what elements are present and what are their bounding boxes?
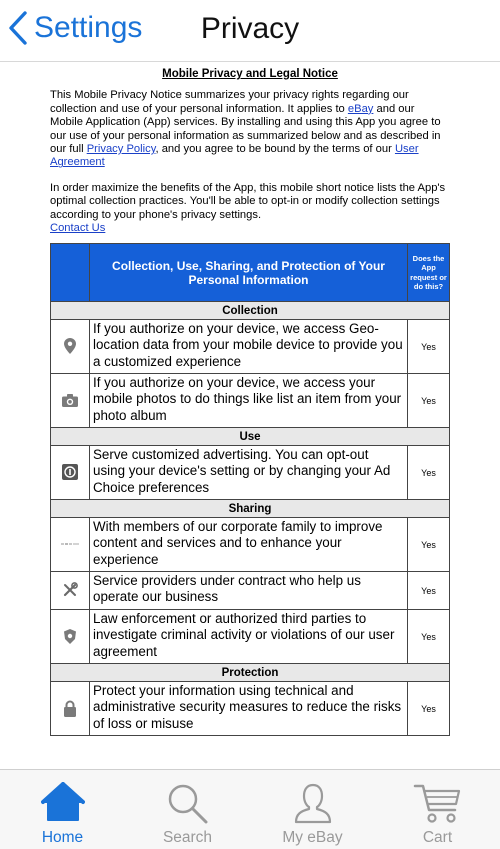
back-button[interactable]	[8, 6, 142, 50]
row-text: Serve customized advertising. You can opt-out using your device's setting or by changing your Ad Choice preferences	[90, 446, 408, 500]
privacy-content[interactable]	[0, 62, 500, 769]
table-header-row	[51, 244, 450, 302]
tools-icon	[51, 572, 90, 610]
row-text: If you authorize on your device, we access your mobile photos to do things like list an item from your photo album	[90, 374, 408, 428]
table-row	[51, 518, 450, 572]
row-text: Protect your information using technical and administrative security measures to reduce the risks of loss or misuse	[90, 682, 408, 736]
row-value: Yes	[408, 682, 450, 736]
intro-paragraph	[50, 89, 450, 169]
intro-text-1: This Mobile Privacy Notice summarizes your privacy rights regarding our collection and use of your personal information. It applies to	[50, 89, 409, 115]
ad-choice-icon	[51, 446, 90, 500]
section-sharing: Sharing	[51, 500, 450, 518]
row-value: Yes	[408, 518, 450, 572]
table-row	[51, 374, 450, 428]
table-row	[51, 446, 450, 500]
privacy-table	[50, 243, 450, 736]
collection-paragraph	[50, 182, 450, 236]
navigation-bar	[0, 0, 500, 62]
notice-title: Mobile Privacy and Legal Notice	[162, 68, 338, 80]
camera-icon	[51, 374, 90, 428]
user-agreement-link[interactable]: User Agreement	[50, 143, 419, 169]
intro-text-2: and our Mobile Application (App) services. By installing and using this App you agree to our use of your personal information as summarized below and as described in our full	[50, 102, 441, 156]
section-protection: Protection	[51, 664, 450, 682]
tab-search[interactable]	[125, 770, 250, 849]
tab-cart[interactable]	[375, 770, 500, 849]
privacy-notice	[50, 68, 450, 235]
lock-icon	[51, 682, 90, 736]
table-row	[51, 320, 450, 374]
header-main-cell: Collection, Use, Sharing, and Protection of Your Personal Information	[90, 244, 408, 302]
ebay-link[interactable]: eBay	[347, 102, 374, 115]
section-row	[51, 500, 450, 518]
collection-text: In order maximize the benefits of the App, this mobile short notice lists the App's optimal collection practices. You'll be able to opt-in or modify collection settings according to your phone's privacy settings.	[50, 181, 446, 221]
privacy-policy-link[interactable]: Privacy Policy	[86, 143, 156, 156]
row-value: Yes	[408, 572, 450, 610]
corporate-family-icon	[51, 518, 90, 572]
row-value: Yes	[408, 610, 450, 664]
section-row	[51, 302, 450, 320]
section-use: Use	[51, 428, 450, 446]
tab-my-ebay[interactable]	[250, 770, 375, 849]
table-row	[51, 610, 450, 664]
tab-search-label: Search	[162, 829, 213, 846]
back-button-label: Settings	[34, 11, 143, 44]
contact-us-link[interactable]: Contact Us	[50, 222, 106, 235]
row-text: Law enforcement or authorized third parties to investigate criminal activity or violations of our user agreement	[90, 610, 408, 664]
badge-icon	[51, 610, 90, 664]
row-value: Yes	[408, 374, 450, 428]
header-icon-cell	[51, 244, 90, 302]
row-text: If you authorize on your device, we access Geo-location data from your mobile device to provide you a customized experience	[90, 320, 408, 374]
tab-cart-label: Cart	[422, 829, 453, 846]
row-value: Yes	[408, 320, 450, 374]
tab-home-label: Home	[41, 829, 84, 846]
row-text: Service providers under contract who help us operate our business	[90, 572, 408, 610]
page-title: Privacy	[200, 12, 300, 45]
tab-home[interactable]	[0, 770, 125, 849]
chevron-left-icon	[8, 11, 28, 45]
section-row	[51, 428, 450, 446]
table-row	[51, 572, 450, 610]
section-collection: Collection	[51, 302, 450, 320]
location-pin-icon	[51, 320, 90, 374]
intro-text-3: , and you agree to be bound by the terms of our	[155, 143, 395, 156]
header-request-cell: Does the App request or do this?	[408, 244, 450, 302]
tab-bar	[0, 769, 500, 849]
row-text: With members of our corporate family to improve content and services and to enhance your experience	[90, 518, 408, 572]
row-value: Yes	[408, 446, 450, 500]
table-row	[51, 682, 450, 736]
tab-my-ebay-label: My eBay	[282, 829, 343, 846]
section-row	[51, 664, 450, 682]
